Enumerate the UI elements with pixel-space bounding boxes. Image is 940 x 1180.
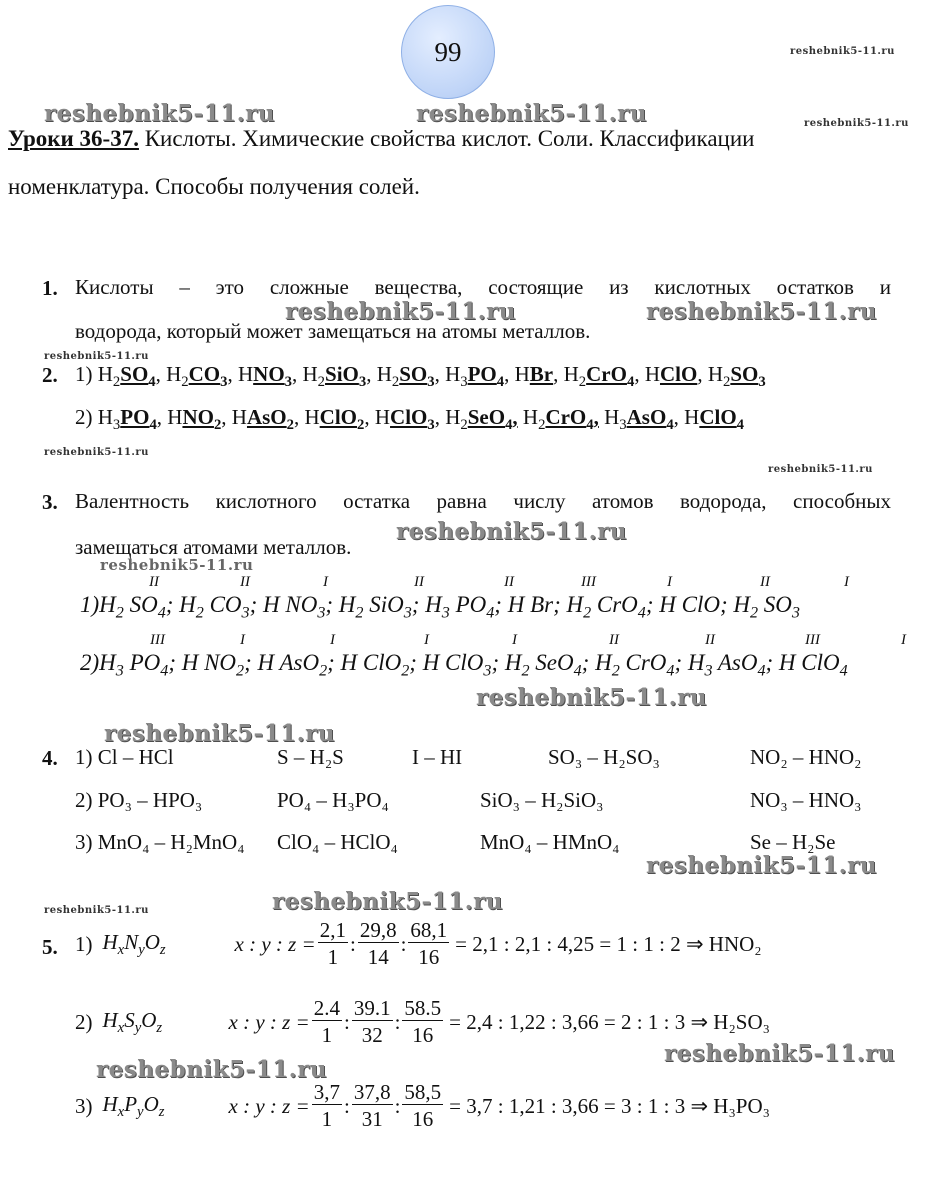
valence-mark: II — [609, 632, 619, 648]
page-title — [8, 124, 754, 154]
valence-mark: II — [504, 574, 514, 590]
q5-item-1: 1) $H_xN_yO_z$ x : y : z = $\frac{2,1}{1}$ : $\frac{29,8}{14}$ : $\frac{68,1}{16}$ = 2,1 : 2,1 : 4,25 = 1 : 1 : 2 ⇒ HNO₂ — [75, 918, 762, 969]
valence-mark: II — [705, 632, 715, 648]
watermark: reshebnik5-11.ru — [396, 518, 627, 545]
q3-line-1: Валентность кислотного остатка равна числу атомов водорода, способных — [75, 489, 891, 513]
valence-mark: I — [330, 632, 335, 648]
watermark: reshebnik5-11.ru — [416, 100, 647, 127]
watermark: reshebnik5-11.ru — [646, 852, 877, 879]
page-number: 99 — [434, 36, 462, 67]
valence-mark: I — [240, 632, 245, 648]
watermark: reshebnik5-11.ru — [96, 1056, 327, 1083]
q4-cell: Se – H₂Se — [750, 830, 836, 854]
valence-mark: I — [667, 574, 672, 590]
watermark: reshebnik5-11.ru — [285, 298, 516, 325]
q1-line-2: водорода, который может замещаться на атомы металлов. — [75, 319, 591, 343]
watermark: reshebnik5-11.ru — [100, 556, 254, 574]
question-number: 5. — [42, 935, 58, 959]
watermark: reshebnik5-11.ru — [272, 888, 503, 915]
q2-row-1: 1) $H_2SO_4$, $H_2CO_3$, $HNO_3$, $H_2SiO_3$, $H_2SO_3$, $H_3PO_4$, HBr, $H_2CrO_4$, HClO, $H_2SO_3$ — [75, 362, 766, 391]
watermark: reshebnik5-11.ru — [44, 905, 149, 916]
q4-cell: NO₃ – HNO₃ — [750, 788, 862, 812]
valence-mark: I — [512, 632, 517, 648]
valence-mark: III — [805, 632, 820, 648]
valence-mark: I — [424, 632, 429, 648]
valence-mark: III — [150, 632, 165, 648]
valence-mark: II — [240, 574, 250, 590]
q4-cell: PO₄ – H₃PO₄ — [277, 788, 389, 812]
q4-cell: MnO₄ – HMnO₄ — [480, 830, 620, 854]
q3-row-1: $1)H_2$ $SO_4$; $H_2$ $CO_3$; H $NO_3$; $H_2$ SiO$_3$; $H_3$ $PO_4$; H Br; $H_2$ CrO$_4$; H ClO; $H_2$ $SO_3$ — [80, 592, 800, 622]
valence-mark: II — [414, 574, 424, 590]
q4-cell: 1) Cl – HCl — [75, 745, 174, 769]
watermark: reshebnik5-11.ru — [104, 720, 335, 747]
watermark: reshebnik5-11.ru — [476, 684, 707, 711]
question-number: 4. — [42, 746, 58, 770]
q4-cell: ClO₄ – HClO₄ — [277, 830, 398, 854]
q5-item-3: 3) $H_xP_yO_z$ x : y : z = $\frac{3,7}{1}$ : $\frac{37,8}{31}$ : $\frac{58,5}{16}$ = 3,7 : 1,21 : 3,66 = 3 : 1 : 3 ⇒ H₃PO₃ — [75, 1080, 770, 1131]
q4-cell: SO₃ – H₂SO₃ — [548, 745, 660, 769]
lesson-label: Уроки 36-37. — [8, 126, 139, 151]
title-line-2: номенклатура. Способы получения солей. — [8, 174, 420, 199]
watermark: reshebnik5-11.ru — [664, 1040, 895, 1067]
question-number: 1. — [42, 276, 58, 300]
watermark: reshebnik5-11.ru — [768, 464, 873, 475]
watermark: reshebnik5-11.ru — [44, 351, 149, 362]
watermark: reshebnik5-11.ru — [44, 447, 149, 458]
watermark: reshebnik5-11.ru — [646, 298, 877, 325]
q4-cell: SiO₃ – H₂SiO₃ — [480, 788, 604, 812]
watermark: reshebnik5-11.ru — [804, 118, 909, 129]
q4-cell: 3) MnO₄ – H₂MnO₄ — [75, 830, 245, 854]
valence-mark: II — [149, 574, 159, 590]
q4-cell: I – HI — [412, 745, 463, 769]
q4-cell: S – H₂S — [277, 745, 344, 769]
q2-row-2: 2) $H_3PO_4$, $HNO_2$, HAsO$_2$, HClO$_2$, HClO$_3$, $H_2SeO_4$, $H_2CrO_4$, $H_3AsO_4$, HClO$_4$ — [75, 405, 745, 434]
valence-mark: II — [760, 574, 770, 590]
q5-item-2: 2) $H_xS_yO_z$ x : y : z = $\frac{2.4}{1}$ : $\frac{39.1}{32}$ : $\frac{58.5}{16}$ = 2,4 : 1,22 : 3,66 = 2 : 1 : 3 ⇒ H₂SO₃ — [75, 996, 770, 1047]
q3-line-2: замещаться атомами металлов. — [75, 535, 352, 559]
question-number: 2. — [42, 363, 58, 387]
title-line-1: Кислоты. Химические свойства кислот. Соли. Классификации — [138, 126, 755, 151]
question-number: 3. — [42, 490, 58, 514]
q1-line-1: Кислоты – это сложные вещества, состоящие из кислотных остатков и — [75, 275, 891, 299]
q4-cell: 2) PO₃ – HPO₃ — [75, 788, 203, 812]
watermark: reshebnik5-11.ru — [44, 100, 275, 127]
watermark: reshebnik5-11.ru — [790, 46, 895, 57]
q4-cell: NO₂ – HNO₂ — [750, 745, 862, 769]
valence-mark: I — [844, 574, 849, 590]
valence-mark: III — [581, 574, 596, 590]
q3-row-2: $2)H_3$ $PO_4$; H $NO_2$; H AsO$_2$; H ClO$_2$; H ClO$_3$; $H_2$ SeO$_4$; $H_2$ CrO$_4$; $H_3$ AsO$_4$; H ClO$_4$ — [80, 650, 848, 680]
valence-mark: I — [901, 632, 906, 648]
valence-mark: I — [323, 574, 328, 590]
page-number-badge — [401, 5, 495, 99]
